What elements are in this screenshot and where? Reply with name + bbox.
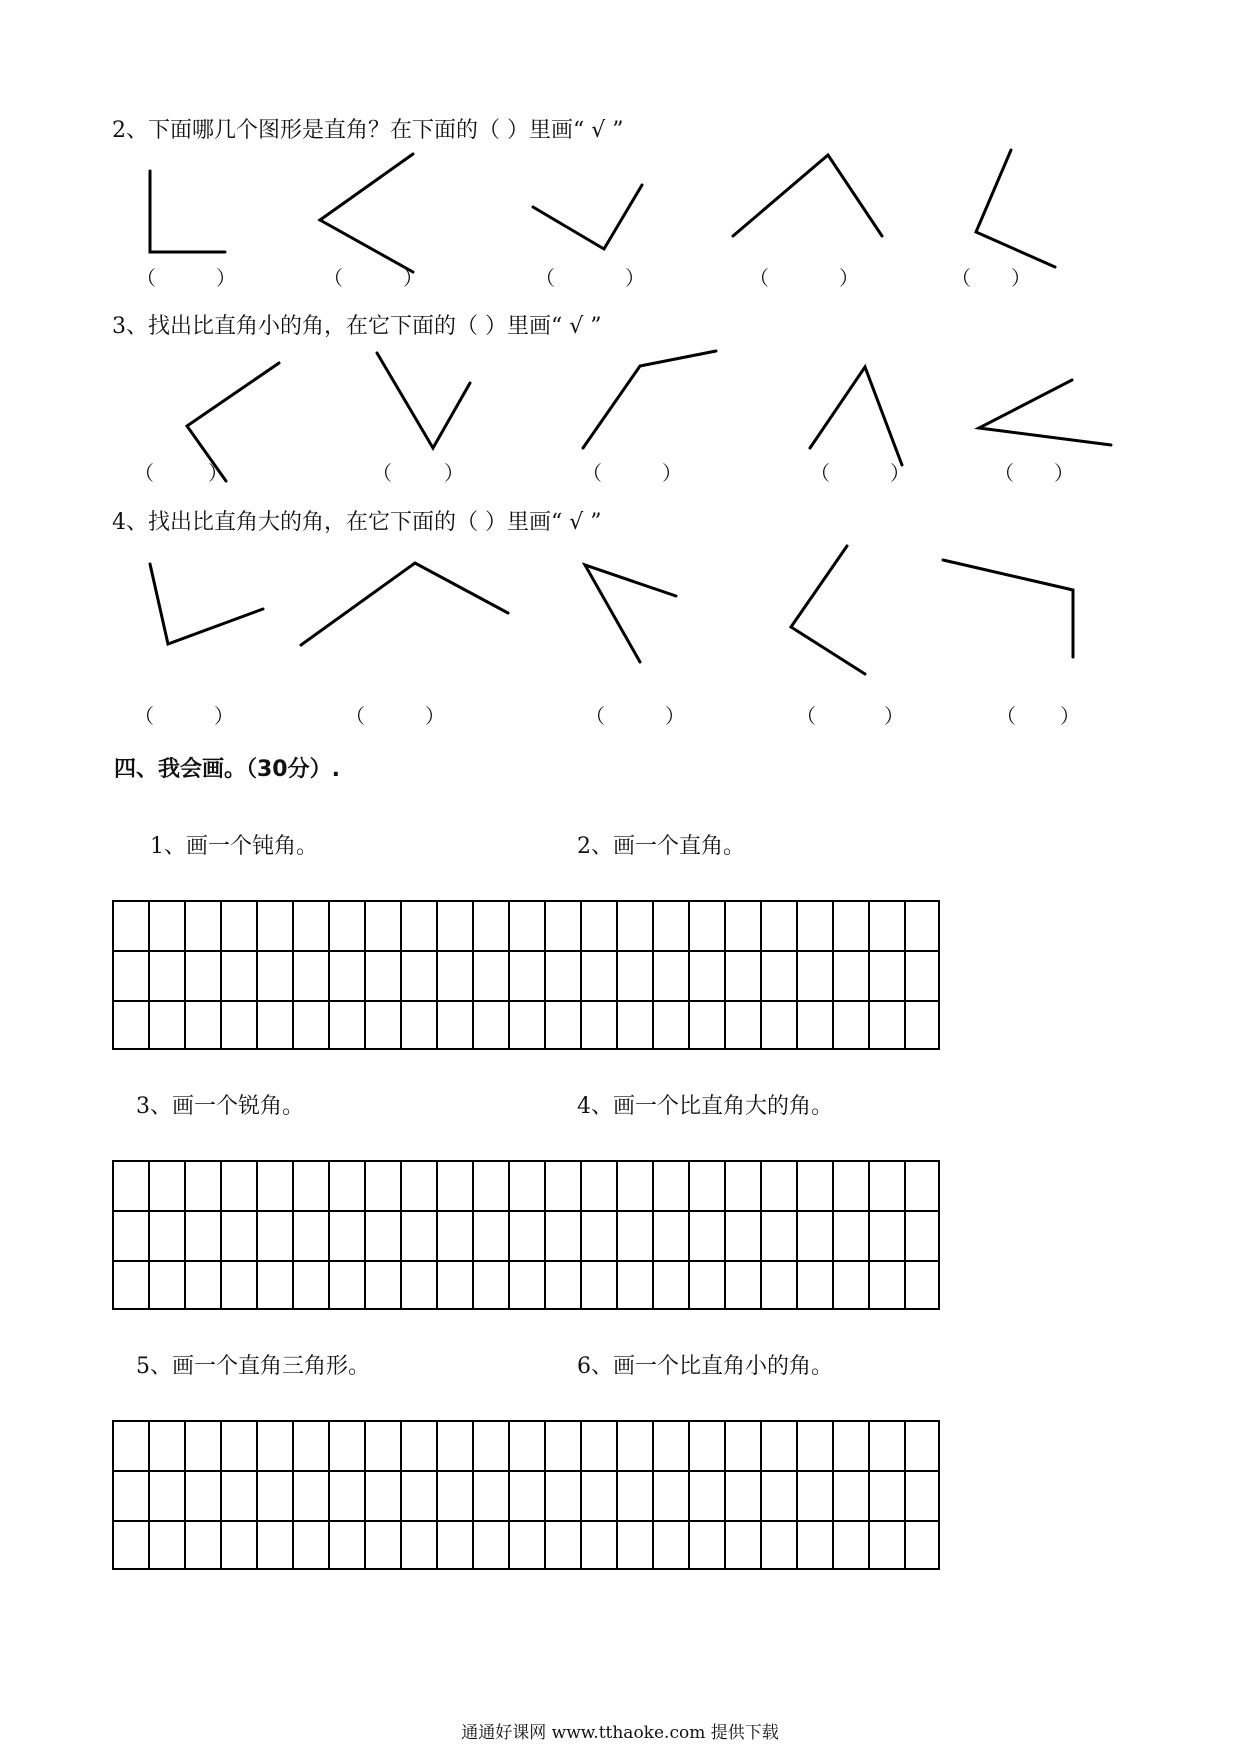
drawing-grid-3[interactable] xyxy=(112,1420,940,1570)
task-5-label: 5、画一个直角三角形。 xyxy=(136,1354,370,1379)
q4-answer-blank-5[interactable]: （ ） xyxy=(996,704,1080,728)
q4-angle-1 xyxy=(150,564,263,644)
q2-answer-blank-4[interactable]: （ ） xyxy=(749,266,859,290)
drawing-grid-1[interactable] xyxy=(112,900,940,1050)
q2-angle-3 xyxy=(533,185,642,249)
q2-angle-2 xyxy=(320,154,413,272)
q4-answer-blank-1[interactable]: （ ） xyxy=(134,704,234,728)
q4-answer-blank-2[interactable]: （ ） xyxy=(345,704,445,728)
q4-angle-3 xyxy=(585,565,676,662)
drawing-grid-2[interactable] xyxy=(112,1160,940,1310)
question-2-text: 2、下面哪几个图形是直角？在下面的（ ）里画“ √ ” xyxy=(112,118,624,143)
question-4-text: 4、找出比直角大的角，在它下面的（ ）里画“ √ ” xyxy=(112,510,602,535)
q2-angle-1 xyxy=(150,171,225,252)
q2-answer-blank-1[interactable]: （ ） xyxy=(136,266,236,290)
q3-angle-4 xyxy=(810,367,902,465)
task-1-label: 1、画一个钝角。 xyxy=(150,834,318,859)
q3-answer-blank-1[interactable]: （ ） xyxy=(134,461,228,485)
footer-credit: 通通好课网 www.tthaoke.com 提供下载 xyxy=(461,1723,779,1743)
q2-answer-blank-2[interactable]: （ ） xyxy=(323,266,423,290)
angle-figures xyxy=(0,0,1240,760)
q2-answer-blank-3[interactable]: （ ） xyxy=(535,266,645,290)
q3-angle-2 xyxy=(377,353,470,448)
task-6-label: 6、画一个比直角小的角。 xyxy=(577,1354,833,1379)
q2-angle-4 xyxy=(733,155,882,236)
q3-answer-blank-5[interactable]: （ ） xyxy=(994,461,1074,485)
q2-answer-blank-5[interactable]: （ ） xyxy=(951,266,1031,290)
q4-angle-5 xyxy=(943,560,1073,657)
section-4-heading: 四、我会画。（30分）. xyxy=(114,757,340,782)
q4-answer-blank-4[interactable]: （ ） xyxy=(796,704,904,728)
q4-angle-2 xyxy=(301,563,508,645)
q4-angle-4 xyxy=(791,546,865,674)
q2-angle-5 xyxy=(976,150,1055,267)
task-4-label: 4、画一个比直角大的角。 xyxy=(577,1094,833,1119)
task-2-label: 2、画一个直角。 xyxy=(577,834,745,859)
question-3-text: 3、找出比直角小的角，在它下面的（ ）里画“ √ ” xyxy=(112,314,602,339)
q3-answer-blank-3[interactable]: （ ） xyxy=(582,461,682,485)
q3-angle-3 xyxy=(583,351,716,448)
task-3-label: 3、画一个锐角。 xyxy=(136,1094,304,1119)
q4-answer-blank-3[interactable]: （ ） xyxy=(585,704,685,728)
q3-answer-blank-2[interactable]: （ ） xyxy=(372,461,464,485)
q3-angle-5 xyxy=(979,380,1111,445)
q3-answer-blank-4[interactable]: （ ） xyxy=(810,461,910,485)
